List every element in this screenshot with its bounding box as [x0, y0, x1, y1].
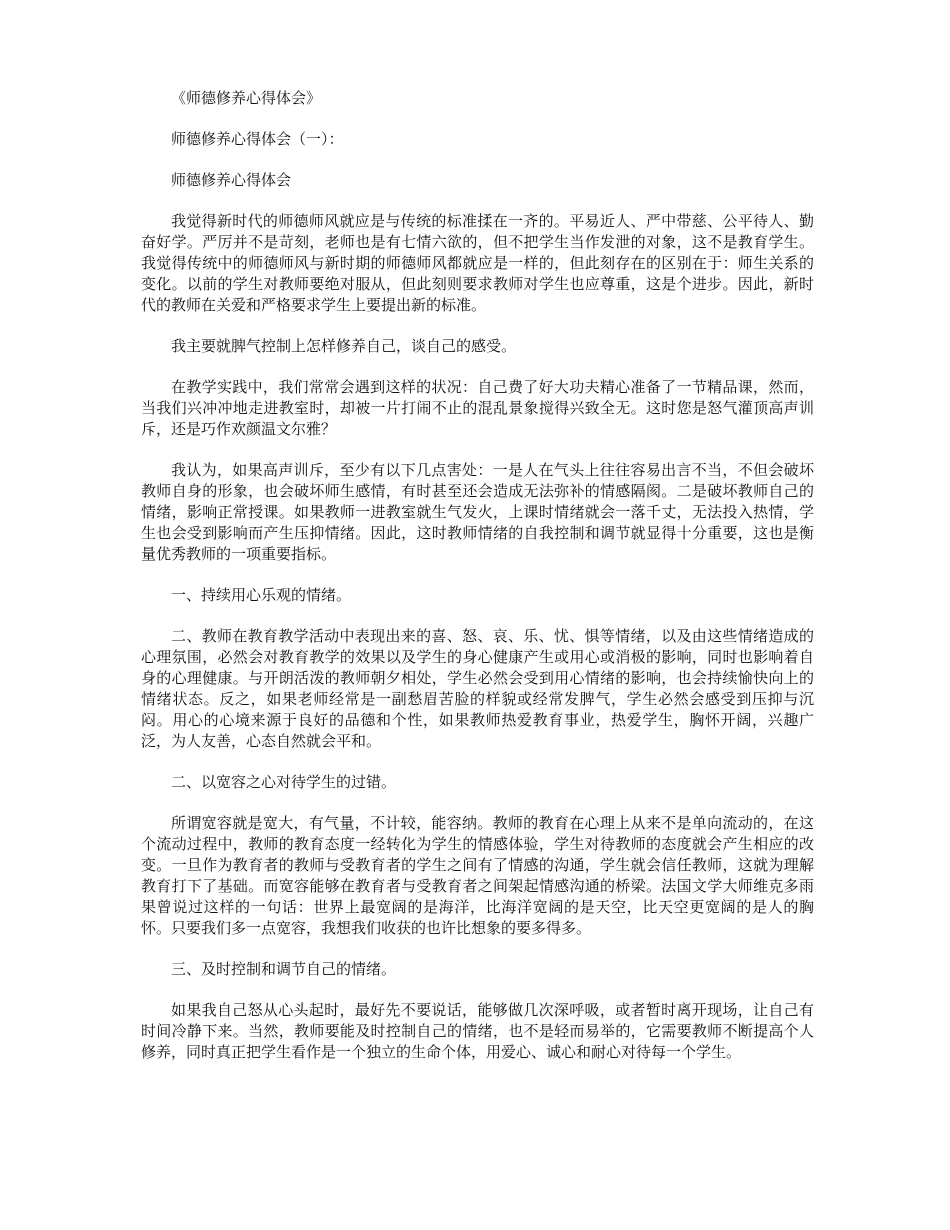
- paragraph-control: 如果我自己怒从心头起时，最好先不要说话，能够做几次深呼吸，或者暂时离开现场，让自己有时间冷静下来。当然，教师要能及时控制自己的情绪，也不是轻而易举的，它需要教师不断提高个人修养，同时真正把学生看作是一个独立的生命个体，用爱心、诚心和耐心对待每一个学生。: [141, 1001, 814, 1061]
- paragraph-intro: 我觉得新时代的师德师风就应是与传统的标准揉在一齐的。平易近人、严中带慈、公平待人、勤奋好学。严厉并不是苛刻，老师也是有七情六欲的，但不把学生当作发泄的对象，这不是教育学生。我觉得传统中的师德师风与新时期的师德师风都就应是一样的，但此刻存在的区别在于：师生关系的变化。以前的学生对教师要绝对服从，但此刻则要求教师对学生也应尊重，这是个进步。因此，新时代的教师在关爱和严格要求学生上要提出新的标准。: [141, 212, 814, 314]
- paragraph-scenario: 在教学实践中，我们常常会遇到这样的状况：自己费了好大功夫精心准备了一节精品课，然而，当我们兴冲冲地走进教室时，却被一片打闹不止的混乱景象搅得兴致全无。这时您是怒气灌顶高声训斥，还是巧作欢颜温文尔雅？: [141, 378, 814, 438]
- paragraph-emotions: 二、教师在教育教学活动中表现出来的喜、怒、哀、乐、忧、惧等情绪，以及由这些情绪造成的心理氛围，必然会对教育教学的效果以及学生的身心健康产生或用心或消极的影响，同时也影响着自身的心理健康。与开朗活泼的教师朝夕相处，学生必然会受到用心情绪的影响，也会持续愉快向上的情绪状态。反之，如果老师经常是一副愁眉苦脸的样貌或经常发脾气，学生必然会感受到压抑与沉闷。用心的心境来源于良好的品德和个性，如果教师热爱教育事业，热爱学生，胸怀开阔，兴趣广泛，为人友善，心态自然就会平和。: [141, 627, 814, 750]
- point-three-heading: 三、及时控制和调节自己的情绪。: [171, 960, 397, 978]
- paragraph-harms: 我认为，如果高声训斥，至少有以下几点害处：一是人在气头上往往容易出言不当，不但会破坏教师自身的形象，也会破坏师生感情，有时甚至还会造成无法弥补的情感隔阂。二是破坏教师自己的情绪，影响正常授课。如果教师一进教室就生气发火，上课时情绪就会一落千丈，无法投入热情，学生也会受到影响而产生压抑情绪。因此，这时教师情绪的自我控制和调节就显得十分重要，这也是衡量优秀教师的一项重要指标。: [141, 461, 814, 563]
- point-one-heading: 一、持续用心乐观的情绪。: [171, 586, 352, 604]
- document-subtitle: 师德修养心得体会（一）：: [171, 130, 344, 148]
- document-title: 《师德修养心得体会》: [171, 89, 322, 107]
- paragraph-tolerance: 所谓宽容就是宽大，有气量，不计较，能容纳。教师的教育在心理上从来不是单向流动的，在这个流动过程中，教师的教育态度一经转化为学生的情感体验，学生对待教师的态度就会产生相应的改变。一旦作为教育者的教师与受教育者的学生之间有了情感的沟通，学生就会信任教师，这就为理解教育打下了基础。而宽容能够在教育者与受教育者之间架起情感沟通的桥梁。法国文学大师维克多雨果曾说过这样的一句话：世界上最宽阔的是海洋，比海洋宽阔的是天空，比天空更宽阔的是人的胸怀。只要我们多一点宽容，我想我们收获的也许比想象的要多得多。: [141, 814, 814, 937]
- point-two-heading: 二、以宽容之心对待学生的过错。: [171, 773, 397, 791]
- section-title: 师德修养心得体会: [171, 171, 292, 189]
- paragraph-topic: 我主要就脾气控制上怎样修养自己，谈自己的感受。: [171, 337, 517, 355]
- document-page: [141, 88, 814, 1083]
